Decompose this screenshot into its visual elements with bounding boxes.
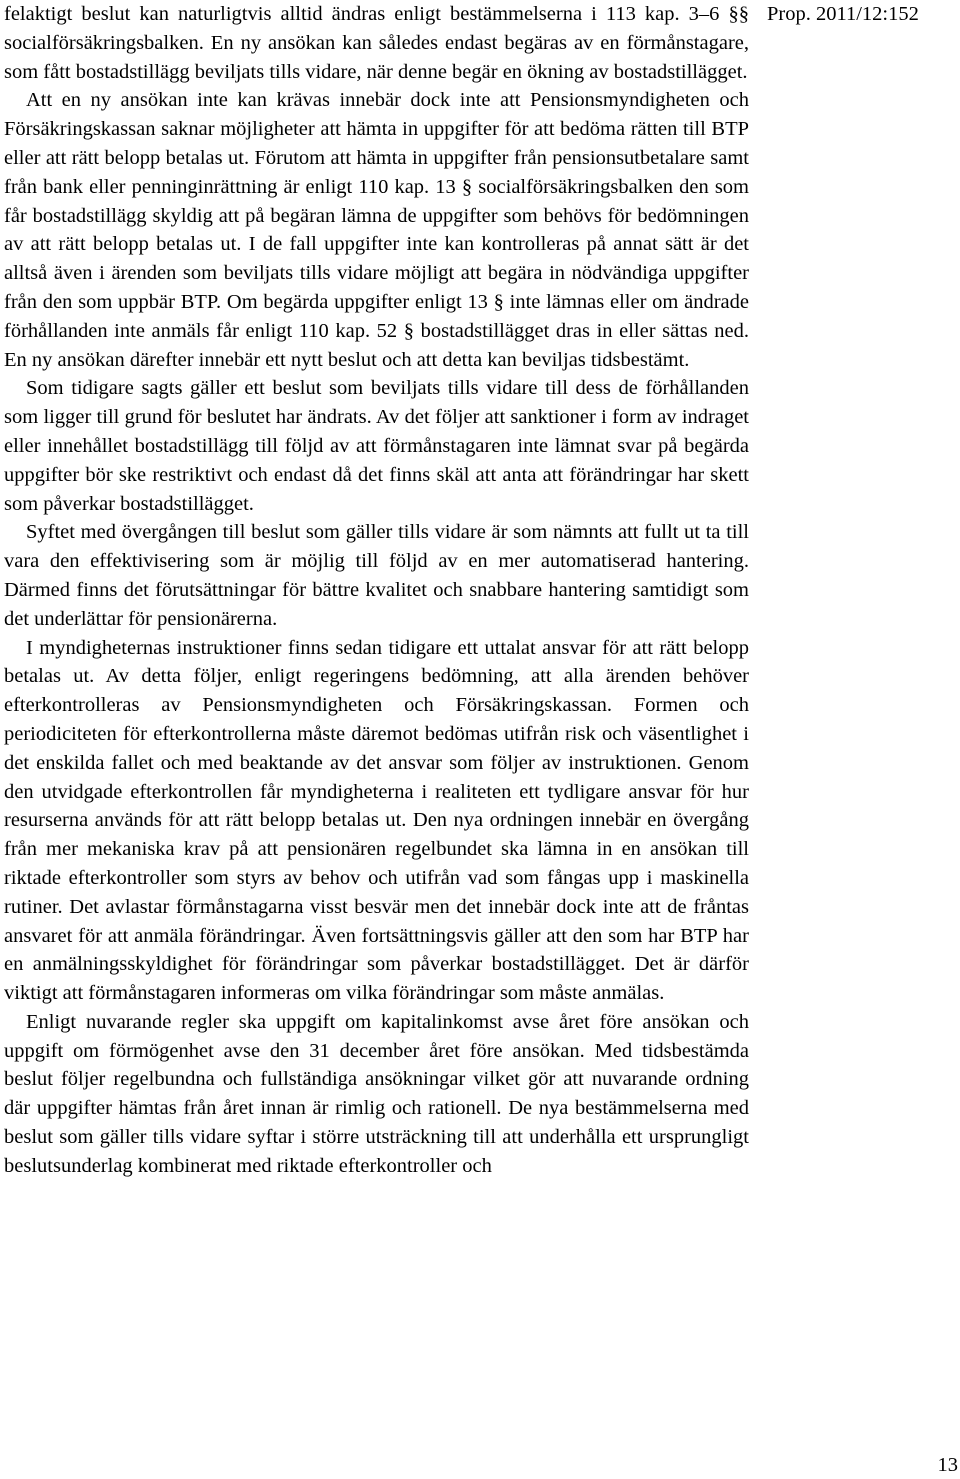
paragraph-3: Som tidigare sagts gäller ett beslut som beviljats tills vidare till dess de förhållanden som ligger till grund för beslutet har ändrats. Av det följer att sanktioner i form av indraget eller innehållet bostadstillägg till följd av att förmånstagaren inte lämnat svar på begärda uppgifter bör ske restriktivt och endast då det finns skäl att anta att förändringar har skett som påverkar bostadstillägget. bbox=[4, 377, 749, 515]
page-number: 13 bbox=[937, 1454, 958, 1476]
proposition-reference: Prop. 2011/12:152 bbox=[767, 3, 919, 25]
paragraph-2: Att en ny ansökan inte kan krävas innebär dock inte att Pensionsmyndigheten och Försäkringskassan saknar möjligheter att hämta in uppgifter för att bedöma rätten till BTP eller att rätt belopp betalas ut. Förutom att hämta in uppgifter från pensionsutbetalare samt från bank eller penninginrättning är enligt 110 kap. 13 § socialförsäkringsbalken den som får bostadstillägg skyldig att på begäran lämna de uppgifter som behövs för bedömningen av att rätt belopp betalas ut. I de fall uppgifter inte kan kontrolleras på annat sätt är det alltså även i ärenden som beviljats tills vidare möjligt att begära in nödvändiga uppgifter från den som uppbär BTP. Om begärda uppgifter enligt 13 § inte lämnas eller om ändrade förhållanden inte anmäls får enligt 110 kap. 52 § bostadstillägget dras in eller sättas ned. En ny ansökan därefter innebär ett nytt beslut och att detta kan beviljas tidsbestämt. bbox=[4, 89, 749, 371]
body-text bbox=[4, 0, 749, 1181]
paragraph-4: Syftet med övergången till beslut som gäller tills vidare är som nämnts att fullt ut ta till vara den effektivisering som är möjlig till följd av en mer automatiserad hantering. Därmed finns det förutsättningar för bättre kvalitet och snabbare hantering samtidigt som det underlättar för pensionärerna. bbox=[4, 521, 749, 630]
paragraph-5: I myndigheternas instruktioner finns sedan tidigare ett uttalat ansvar för att rätt belopp betalas ut. Av detta följer, enligt regeringens bedömning, att alla ärenden behöver efterkontrolleras av Pensionsmyndigheten och Försäkringskassan. Formen och periodiciteten för efterkontrollerna måste däremot bedömas utifrån risk och väsentlighet i det enskilda fallet och med beaktande av det ansvar som följer av instruktionen. Genom den utvidgade efterkontrollen får myndigheterna i realiteten ett tydligare ansvar för hur resurserna används för att rätt belopp betalas ut. Den nya ordningen innebär en övergång från mer mekaniska krav på att pensionären regelbundet ska lämna in en ansökan till riktade efterkontroller som styrs av behov och utifrån vad som fångas upp i maskinella rutiner. Det avlastar förmånstagarna visst besvär men det innebär dock inte att de fråntas ansvaret för att anmäla förändringar. Även fortsättningsvis gäller att den som har BTP har en anmälningsskyldighet för förändringar som påverkar bostadstillägget. Det är därför viktigt att förmånstagaren informeras om vilka förändringar som måste anmälas. bbox=[4, 636, 749, 1005]
paragraph-6: Enligt nuvarande regler ska uppgift om kapitalinkomst avse året före ansökan och uppgift om förmögenhet avse den 31 december året före ansökan. Med tidsbestämda beslut följer regelbundna och fullständiga ansökningar vilket gör att nuvarande ordning där uppgifter hämtas från året innan är rimlig och rationell. De nya bestämmelserna med beslut som gäller tills vidare syftar i större utsträckning till att underhålla ett ursprungligt beslutsunderlag kombinerat med riktade efterkontroller och bbox=[4, 1010, 749, 1177]
paragraph-1: felaktigt beslut kan naturligtvis alltid ändras enligt bestämmelserna i 113 kap. 3–6 §§ socialförsäkringsbalken. En ny ansökan kan således endast begäras av en förmånstagare, som fått bostadstillägg beviljats tills vidare, när denne begär en ökning av bostadstillägget. bbox=[4, 3, 749, 83]
